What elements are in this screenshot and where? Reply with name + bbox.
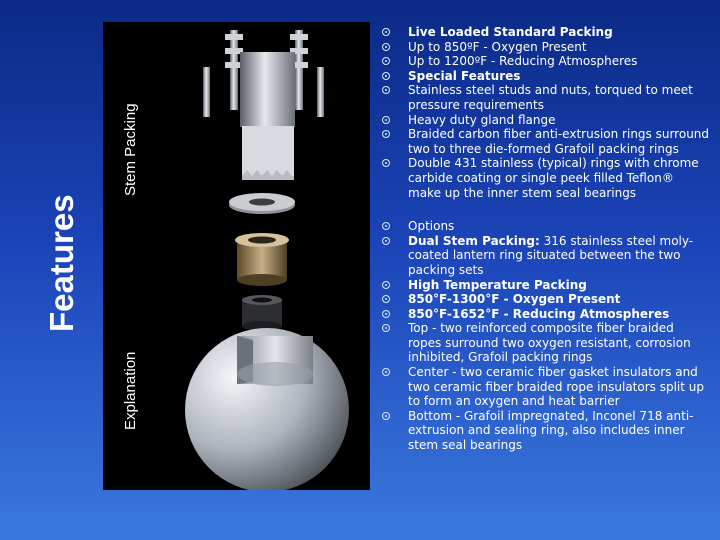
valve-ball [185,328,349,490]
list-item: Double 431 stainless (typical) rings with chrome carbide coating or single peek filled Teflon® make up the inner stem seal bearings [380,156,710,200]
bullet-icon [382,222,390,230]
bullet-icon [382,295,390,303]
bullet-icon [382,159,390,167]
stem-packing-label: Stem Packing [122,103,139,196]
list-item: Top - two reinforced composite fiber braided ropes surround two oxygen resistant, corrosion inhibited, Grafoil packing rings [380,321,710,365]
explanation-label: Explanation [122,351,139,430]
bullet-icon [382,72,390,80]
bullet-icon [382,412,390,420]
bullet-icon [382,237,390,245]
bullet-icon [382,324,390,332]
list-item: Heavy duty gland flange [380,113,710,128]
gland-flange [240,52,295,180]
bullet-icon [382,310,390,318]
bullet-icon [382,130,390,138]
bronze-bushing [235,233,289,286]
list-item: Stainless steel studs and nuts, torqued to meet pressure requirements [380,83,710,112]
packing-ring [242,295,282,331]
slide-title: Features [43,194,80,332]
bullet-icon [382,28,390,36]
bullet-icon [382,86,390,94]
list-item: Bottom - Grafoil impregnated, Inconel 718 anti-extrusion and sealing ring, also includes inner stem seal bearings [380,409,710,453]
list-item: Braided carbon fiber anti-extrusion rings surround two to three die-formed Grafoil packing rings [380,127,710,156]
bullet-icon [382,368,390,376]
bullet-icon [382,281,390,289]
list-item: 850°F-1300°F - Oxygen Present [380,292,710,307]
bullet-icon [382,57,390,65]
list-item: High Temperature Packing [380,278,710,293]
list-item: Options [380,219,710,234]
list-item: Live Loaded Standard Packing [380,25,710,40]
stem-packing-exploded-view [155,22,370,490]
feature-list [380,25,710,453]
list-item: Up to 1200ºF - Reducing Atmospheres [380,54,710,69]
list-item: 850°F-1652°F - Reducing Atmospheres [380,307,710,322]
list-item: Up to 850ºF - Oxygen Present [380,40,710,55]
bullet-icon [382,43,390,51]
bullet-icon [382,116,390,124]
list-item: Center - two ceramic fiber gasket insulators and two ceramic fiber braided rope insulators split up to form an oxygen and heat barrier [380,365,710,409]
list-item: Dual Stem Packing: 316 stainless steel moly-coated lantern ring situated between the two packing sets [380,234,710,278]
braided-ring [229,193,295,214]
list-item: Special Features [380,69,710,84]
